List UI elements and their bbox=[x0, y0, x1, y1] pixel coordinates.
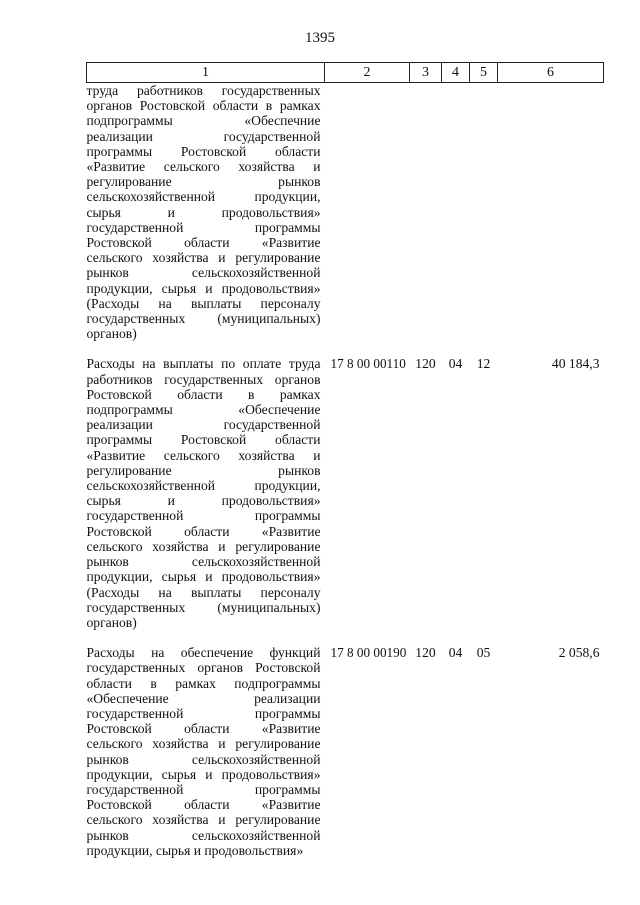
row-amount: 40 184,3 bbox=[551, 356, 600, 372]
row-description: Расходы на обеспечение функций государственных органов Ростовской области в рамках подпрограммы «Обеспечение реализации государственной программы Ростовской области «Развитие сельского хозяйства и регулирование рынков сельскохозяйственной продукции, сырья и продовольствия» государственной программы Ростовской области «Развитие сельского хозяйства и регулирование рынков сельскохозяйственной продукции, сырья и продовольствия» bbox=[86, 645, 321, 858]
row-description: Расходы на выплаты по оплате труда работников государственных органов Ростовской области в рамках подпрограммы «Обеспечение реализации государственной программы Ростовской области «Развитие сельского хозяйства и регулирование рынков сельскохозяйственной продукции, сырья и продовольствия» государственной программы Ростовской области «Развитие сельского хозяйства и регулирование рынков сельскохозяйственной продукции, сырья и продовольствия» (Расходы на выплаты персоналу государственных (муниципальных) органов) bbox=[86, 356, 321, 630]
row-target-code: 17 8 00 00110 bbox=[330, 356, 406, 372]
row-subsection: 12 bbox=[476, 356, 491, 372]
row-section bbox=[442, 83, 470, 357]
row-section: 04 bbox=[448, 356, 463, 372]
column-header-1: 1 bbox=[87, 63, 325, 83]
table-row bbox=[87, 83, 604, 357]
row-subsection: 05 bbox=[476, 645, 491, 661]
table-row bbox=[87, 645, 604, 858]
row-subsection bbox=[470, 83, 498, 357]
row-section: 04 bbox=[448, 645, 463, 661]
row-target-code bbox=[325, 83, 410, 357]
column-header-2: 2 bbox=[325, 63, 410, 83]
row-expense-type: 120 bbox=[415, 356, 436, 372]
row-amount bbox=[498, 83, 604, 357]
row-amount: 2 058,6 bbox=[558, 645, 600, 661]
page-number: 1395 bbox=[305, 30, 335, 46]
row-target-code: 17 8 00 00190 bbox=[330, 645, 407, 661]
row-description: труда работников государственных органов Ростовской области в рамках подпрограммы «Обеспечние реализации государственной программы Ростовской области «Развитие сельского хозяйства и регулирование рынков сельскохозяйственной продукции, сырья и продовольствия» государственной программы Ростовской области «Развитие сельского хозяйства и регулирование рынков сельскохозяйственной продукции, сырья и продовольствия» (Расходы на выплаты персоналу государственных (муниципальных) органов) bbox=[86, 83, 321, 342]
row-expense-type bbox=[410, 83, 442, 357]
column-header-4: 4 bbox=[442, 63, 470, 83]
budget-table bbox=[86, 62, 604, 858]
column-header-5: 5 bbox=[470, 63, 498, 83]
column-header-6: 6 bbox=[498, 63, 604, 83]
table-header-row bbox=[87, 63, 604, 83]
column-header-3: 3 bbox=[410, 63, 442, 83]
table-row bbox=[87, 356, 604, 645]
row-expense-type: 120 bbox=[415, 645, 436, 661]
